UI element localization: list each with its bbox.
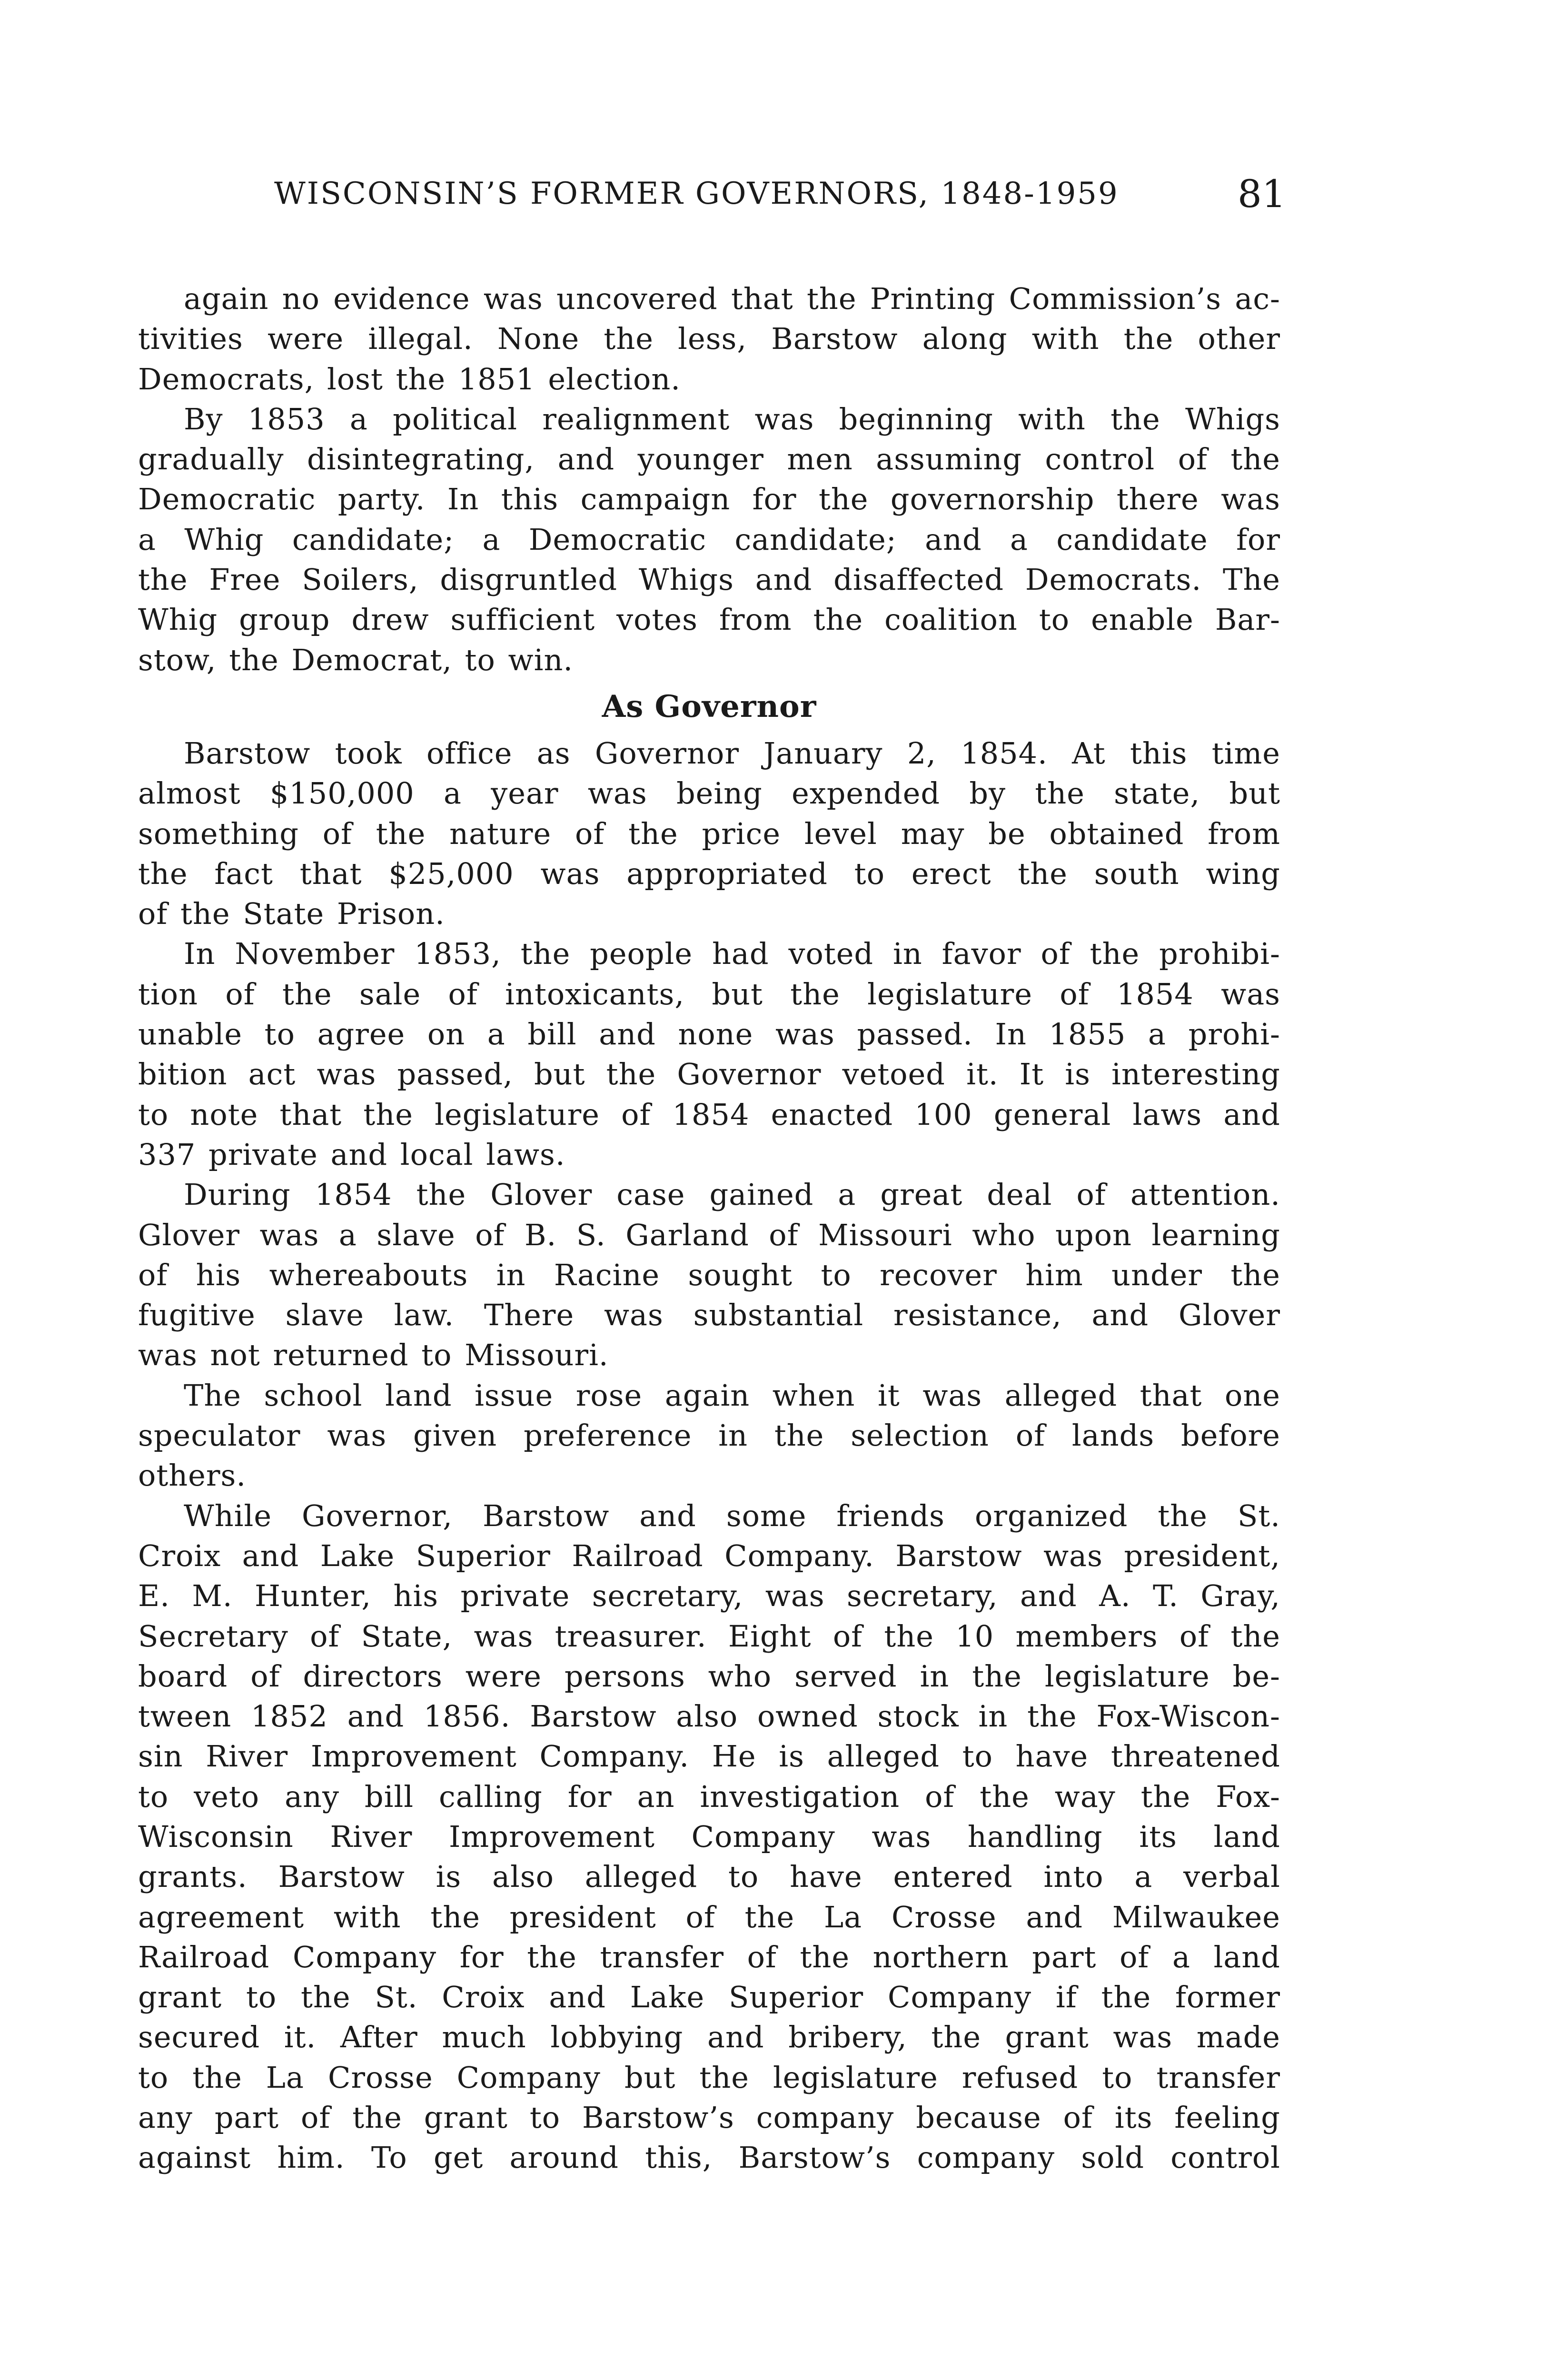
text-line: something of the nature of the price level may be obtained from	[138, 816, 1280, 851]
text-line: Glover was a slave of B. S. Garland of Missouri who upon learning	[138, 1217, 1280, 1252]
text-line: to veto any bill calling for an investigation of the way the Fox-	[138, 1779, 1280, 1814]
text-line: against him. To get around this, Barstow’s company sold control	[138, 2140, 1280, 2175]
running-head: WISCONSIN’S FORMER GOVERNORS, 1848-1959	[274, 176, 1119, 211]
section-heading: As Governor	[602, 688, 817, 724]
paragraph	[138, 279, 1280, 399]
text-line: Democratic party. In this campaign for the governorship there was	[138, 482, 1280, 517]
page-number: 81	[1238, 172, 1286, 216]
text-line: tion of the sale of intoxicants, but the legislature of 1854 was	[138, 976, 1280, 1012]
text-line: to the La Crosse Company but the legislature refused to transfer	[138, 2060, 1280, 2095]
text-line: bition act was passed, but the Governor vetoed it. It is interesting	[138, 1057, 1280, 1092]
text-line: fugitive slave law. There was substantial resistance, and Glover	[138, 1298, 1280, 1333]
paragraph	[138, 734, 1280, 934]
text-line: In November 1853, the people had voted in favor of the prohibi-	[184, 936, 1280, 972]
text-line: a Whig candidate; a Democratic candidate; and a candidate for	[138, 522, 1280, 557]
text-line: While Governor, Barstow and some friends organized the St.	[184, 1498, 1280, 1533]
text-line: the Free Soilers, disgruntled Whigs and disaffected Democrats. The	[138, 562, 1280, 597]
text-line: to note that the legislature of 1854 enacted 100 general laws and	[138, 1097, 1280, 1132]
text-line: By 1853 a political realignment was beginning with the Whigs	[184, 401, 1280, 436]
text-line: agreement with the president of the La Crosse and Milwaukee	[138, 1899, 1280, 1934]
text-line: almost $150,000 a year was being expended by the state, but	[138, 776, 1280, 811]
text-line: Barstow took office as Governor January 2, 1854. At this time	[184, 735, 1280, 771]
text-line: During 1854 the Glover case gained a great deal of attention.	[184, 1177, 1280, 1212]
text-line: Wisconsin River Improvement Company was handling its land	[138, 1819, 1280, 1854]
text-line: of his whereabouts in Racine sought to recover him under the	[138, 1257, 1280, 1292]
paragraph	[138, 1496, 1280, 2178]
paragraph	[138, 1376, 1280, 1496]
text-line: unable to agree on a bill and none was passed. In 1855 a prohi-	[138, 1017, 1280, 1052]
text-line: secured it. After much lobbying and bribery, the grant was made	[138, 2020, 1280, 2055]
text-line: sin River Improvement Company. He is alleged to have threatened	[138, 1739, 1280, 1774]
text-line: any part of the grant to Barstow’s company because of its feeling	[138, 2100, 1280, 2135]
text-line: Whig group drew sufficient votes from the coalition to enable Bar-	[138, 602, 1280, 637]
text-line: others.	[138, 1458, 247, 1493]
text-line: gradually disintegrating, and younger men assuming control of the	[138, 442, 1280, 477]
text-line: the fact that $25,000 was appropriated to erect the south wing	[138, 856, 1280, 891]
paragraph	[138, 399, 1280, 680]
text-line: tween 1852 and 1856. Barstow also owned stock in the Fox-Wiscon-	[138, 1699, 1280, 1734]
text-line: again no evidence was uncovered that the Printing Commission’s ac-	[184, 281, 1280, 316]
text-line: Croix and Lake Superior Railroad Company. Barstow was president,	[138, 1538, 1280, 1573]
body-text	[138, 279, 1280, 2178]
text-line: grants. Barstow is also alleged to have entered into a verbal	[138, 1859, 1280, 1894]
text-line: E. M. Hunter, his private secretary, was secretary, and A. T. Gray,	[138, 1578, 1280, 1614]
text-line: speculator was given preference in the selection of lands before	[138, 1418, 1280, 1453]
text-line: was not returned to Missouri.	[138, 1338, 609, 1373]
paragraph	[138, 934, 1280, 1175]
text-line: of the State Prison.	[138, 896, 445, 932]
text-line: The school land issue rose again when it was alleged that one	[184, 1378, 1280, 1413]
text-line: board of directors were persons who served in the legislature be-	[138, 1658, 1280, 1694]
text-line: stow, the Democrat, to win.	[138, 642, 574, 677]
text-line: tivities were illegal. None the less, Barstow along with the other	[138, 321, 1280, 357]
text-line: 337 private and local laws.	[138, 1137, 565, 1172]
text-line: Secretary of State, was treasurer. Eight of the 10 members of the	[138, 1618, 1280, 1654]
text-line: Democrats, lost the 1851 election.	[138, 361, 681, 397]
text-line: grant to the St. Croix and Lake Superior Company if the former	[138, 1980, 1280, 2015]
text-line: Railroad Company for the transfer of the northern part of a land	[138, 1939, 1280, 1974]
paragraph	[138, 1175, 1280, 1375]
